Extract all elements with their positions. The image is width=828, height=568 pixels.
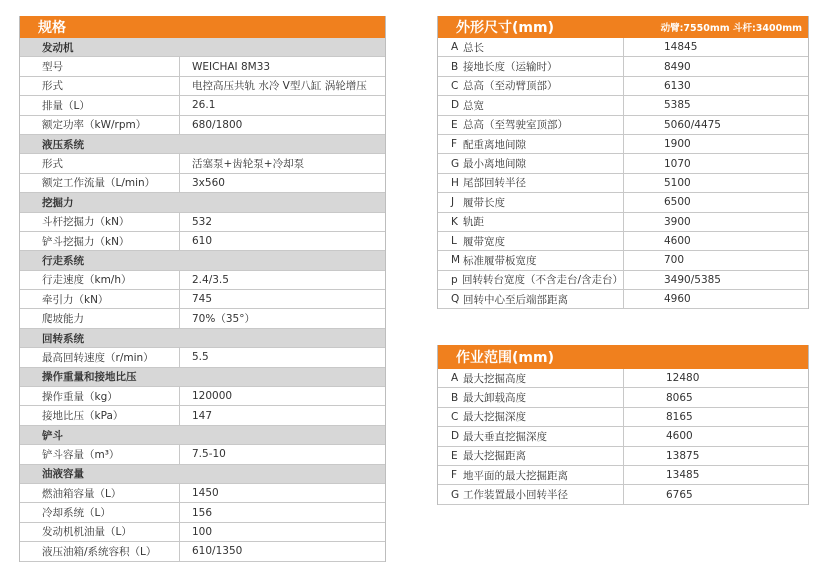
row-value: 120000 [192,390,233,403]
row-label: 形式 [20,77,180,95]
row-value: 26.1 [192,99,216,112]
row-value: 532 [192,215,213,228]
section-header: 挖掘力 [20,193,385,212]
row-label [438,251,624,269]
table-row [438,408,808,427]
dimensions-header [438,16,808,38]
table-row [438,485,808,504]
row-label [438,466,624,484]
row-label-text: 回转中心至后端部距离 [463,293,568,306]
table-row [20,387,385,406]
row-label [438,271,624,289]
row-letter: M [451,254,461,267]
row-label [438,447,624,465]
section-header: 发动机 [20,38,385,57]
dimensions-subtitle: 动臂:7550mm 斗杆:3400mm [660,23,802,34]
row-label [438,116,624,134]
row-letter: G [451,488,460,501]
row-letter: p [451,273,458,286]
section-header: 液压系统 [20,135,385,154]
row-value: 745 [192,293,213,306]
row-label-text: 最大挖掘距离 [463,450,526,463]
table-row [438,135,808,154]
row-value: 4600 [664,235,691,248]
table-row [20,77,385,96]
dimensions-table [437,16,809,309]
row-value: 5.5 [192,351,209,364]
row-letter: H [451,176,459,189]
row-value: 610 [192,235,213,248]
table-row [438,57,808,76]
row-label [438,290,624,308]
row-value: 5385 [664,99,691,112]
row-label-text: 总高（至驾驶室顶部） [463,119,568,132]
row-label [438,77,624,95]
row-label: 燃油箱容量（L） [20,484,180,502]
row-value: 6130 [664,79,691,92]
row-letter: J [451,196,455,209]
table-row [20,116,385,135]
row-label-text: 履带宽度 [463,235,505,248]
row-label: 操作重量（kg） [20,387,180,405]
row-label: 排量（L） [20,96,180,114]
row-label: 液压油箱/系统容积（L） [20,542,180,560]
table-row [20,445,385,464]
row-label-text: 工作装置最小回转半径 [463,489,568,502]
row-value: 7.5-10 [192,448,226,461]
row-label-text: 最大挖掘深度 [463,411,526,424]
table-row [438,213,808,232]
table-row [20,309,385,328]
working-range-table [437,345,809,505]
row-label: 额定工作流量（L/min） [20,174,180,192]
row-value: 5060/4475 [664,118,721,131]
table-row [438,232,808,251]
row-value: 8065 [666,391,693,404]
table-row [20,406,385,425]
row-value: 700 [664,254,685,267]
row-letter: C [451,79,459,92]
table-row [20,484,385,503]
row-letter: A [451,41,459,54]
table-row [438,154,808,173]
row-label: 爬坡能力 [20,309,180,327]
table-row [20,57,385,76]
row-value: 6765 [666,488,693,501]
section-header: 铲斗 [20,426,385,445]
row-value: 13485 [666,469,700,482]
row-letter: F [451,469,458,482]
table-row [20,174,385,193]
row-label-text: 履带长度 [463,196,505,209]
row-label-text: 总宽 [463,99,484,112]
row-label [438,232,624,250]
row-letter: F [451,138,458,151]
row-letter: C [451,410,459,423]
row-letter: L [451,235,457,248]
table-row [438,427,808,446]
row-value: 4960 [664,293,691,306]
row-label-text: 总长 [463,41,484,54]
row-letter: D [451,430,460,443]
row-label [438,369,624,387]
row-label [438,154,624,172]
row-label [438,193,624,211]
table-row [438,116,808,135]
table-row [438,77,808,96]
row-label: 斗杆挖掘力（kN） [20,213,180,231]
table-row [20,271,385,290]
row-value: 8490 [664,60,691,73]
row-label: 铲斗挖掘力（kN） [20,232,180,250]
table-row [20,290,385,309]
row-value: 680/1800 [192,118,243,131]
table-row [20,96,385,115]
table-row [438,174,808,193]
row-value: 147 [192,409,213,422]
row-label: 铲斗容量（m³） [20,445,180,463]
row-label: 接地比压（kPa） [20,406,180,424]
row-label [438,38,624,56]
row-label-text: 配重离地间隙 [463,138,526,151]
row-label: 形式 [20,154,180,172]
row-value: 2.4/3.5 [192,273,229,286]
row-letter: K [451,215,458,228]
row-label-text: 地平面的最大挖掘距离 [463,469,568,482]
row-letter: Q [451,293,460,306]
row-label: 牵引力（kN） [20,290,180,308]
row-value: 4600 [666,430,693,443]
row-label-text: 回转转台宽度（不含走台/含走台） [461,274,623,287]
spec-header [20,16,385,38]
row-label [438,427,624,445]
row-label [438,96,624,114]
row-letter: B [451,60,459,73]
row-label-text: 接地长度（运输时） [463,61,558,74]
row-value: 5100 [664,176,691,189]
table-row [20,348,385,367]
row-label [438,57,624,75]
row-label: 行走速度（km/h） [20,271,180,289]
row-value: 3x560 [192,176,225,189]
section-header: 操作重量和接地比压 [20,368,385,387]
row-value: 3490/5385 [664,273,721,286]
row-value: 1070 [664,157,691,170]
row-label [438,485,624,503]
spec-table [19,16,386,562]
row-value: 14845 [664,41,698,54]
row-label: 冷却系统（L） [20,503,180,521]
row-label [438,213,624,231]
table-row [20,213,385,232]
table-row [438,38,808,57]
row-value: 156 [192,506,213,519]
row-label: 额定功率（kW/rpm） [20,116,180,134]
table-row [20,542,385,561]
row-value: 1900 [664,138,691,151]
section-header: 回转系统 [20,329,385,348]
row-label [438,174,624,192]
table-row [438,369,808,388]
row-label-text: 标准履带板宽度 [463,254,537,267]
row-letter: G [451,157,460,170]
row-label: 型号 [20,57,180,75]
working-range-header [438,345,808,369]
row-value: 电控高压共轨 水冷 V型八缸 涡轮增压 [192,80,367,93]
table-row [438,388,808,407]
row-value: 70%（35°） [192,313,255,326]
row-value: 12480 [666,372,700,385]
table-row [438,251,808,270]
row-label [438,388,624,406]
row-label-text: 最大垂直挖掘深度 [463,430,547,443]
row-letter: D [451,99,460,112]
working-range-title: 作业范围(mm) [456,350,554,366]
section-header: 油液容量 [20,465,385,484]
spec-title: 规格 [38,20,66,36]
row-value: 100 [192,525,213,538]
row-value: WEICHAI 8M33 [192,60,271,73]
table-row [20,154,385,173]
dimensions-title: 外形尺寸(mm) [456,20,554,36]
row-value: 8165 [666,410,693,423]
row-value: 3900 [664,215,691,228]
section-header: 行走系统 [20,251,385,270]
row-value: 6500 [664,196,691,209]
row-value: 13875 [666,449,700,462]
table-row [20,523,385,542]
table-row [20,232,385,251]
row-label [438,408,624,426]
row-label: 发动机机油量（L） [20,523,180,541]
row-label-text: 轨距 [463,216,484,229]
row-letter: B [451,391,459,404]
row-value: 活塞泵+齿轮泵+冷却泵 [192,158,305,171]
row-label-text: 最小离地间隙 [463,158,526,171]
row-value: 1450 [192,487,219,500]
row-label-text: 尾部回转半径 [463,177,526,190]
row-letter: A [451,372,459,385]
row-letter: E [451,118,458,131]
row-label-text: 总高（至动臂顶部） [463,80,558,93]
row-value: 610/1350 [192,545,243,558]
row-label-text: 最大挖掘高度 [463,372,526,385]
row-label-text: 最大卸载高度 [463,392,526,405]
row-label [438,135,624,153]
table-row [438,466,808,485]
row-label: 最高回转速度（r/min） [20,348,180,366]
table-row [438,96,808,115]
row-letter: E [451,449,458,462]
table-row [438,193,808,212]
table-row [438,271,808,290]
table-row [438,290,808,309]
table-row [438,447,808,466]
table-row [20,503,385,522]
